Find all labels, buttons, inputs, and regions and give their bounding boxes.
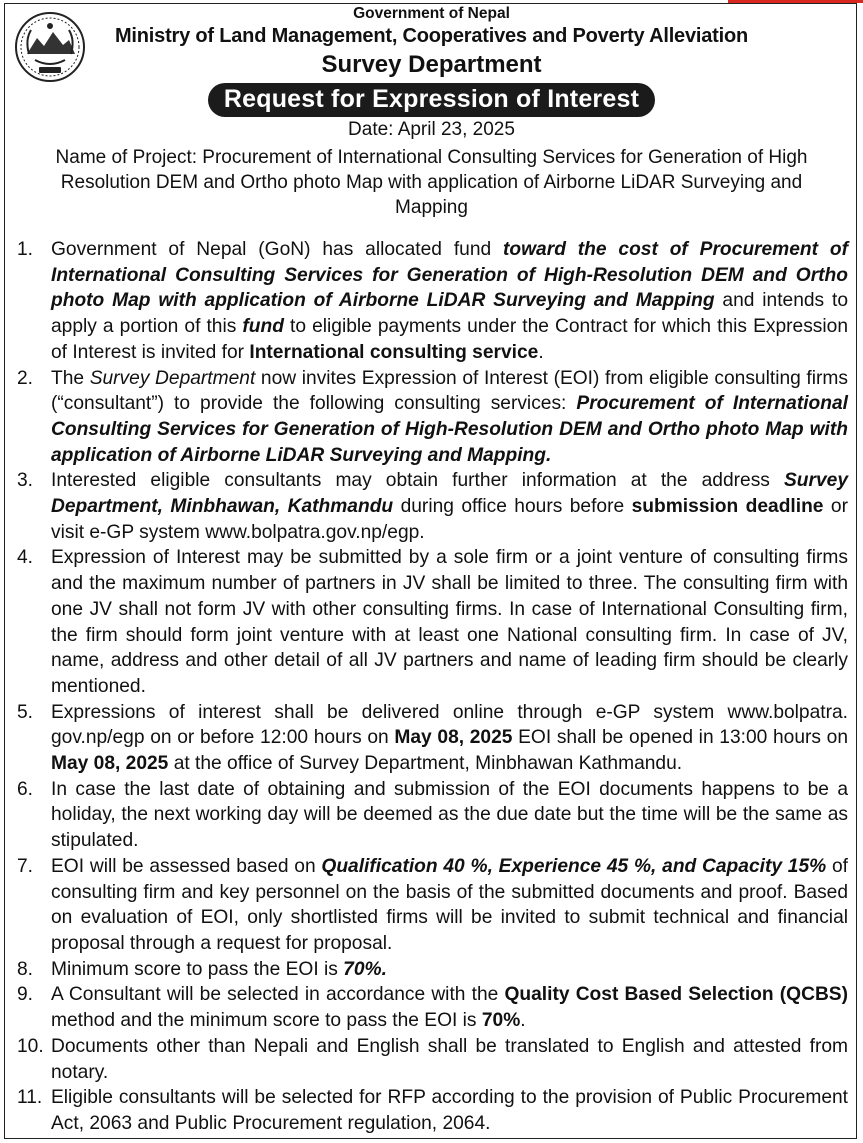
clause-number: 9. [17, 984, 34, 1006]
project-name: Name of Project: Procurement of International Consulting Services for Generation of High Resolution DEM and Ortho photo Map with application of Airborne LiDAR Surveying and Mapping [55, 147, 808, 218]
clause-text: during office hours before [393, 496, 632, 518]
clause-text: 70% [481, 1010, 521, 1032]
notice-date: Date: April 23, 2025 [348, 119, 515, 140]
clause-text: EOI shall be opened in 13:00 hours on [512, 727, 848, 749]
eoi-clause [17, 1085, 848, 1136]
clause-text: Qualification 40 %, Experience 45 %, and Capacity 15% [321, 855, 827, 877]
clause-text: Quality Cost Based Selection (QCBS) [504, 984, 848, 1006]
clause-text: Expression of Interest may be submitted by a sole firm or a joint venture of consulting firms and the maximum number of partners in JV shall be limited to three. The consulting firm with one JV shall not form JV with other consulting firms. In case of International Consulting firm, the firm should form joint venture with at least one National consulting firm. In case of JV, name, address and other detail of all JV partners and name of leading firm should be clearly mentioned. [51, 547, 848, 697]
clause-text: May 08, 2025 [394, 727, 513, 749]
clause-number: 5. [17, 701, 34, 723]
clause-text: fund [242, 316, 284, 338]
clause-text: Documents other than Nepali and English shall be translated to English and attested from notary. [51, 1035, 848, 1083]
eoi-clause [17, 1034, 848, 1085]
clause-number: 4. [17, 547, 34, 569]
clause-text: . [520, 1010, 526, 1032]
ministry-title: Ministry of Land Management, Cooperatives and Poverty Alleviation [114, 25, 749, 47]
clause-text: and intends to apply a portion of this [51, 290, 848, 338]
notice-header [0, 4, 863, 220]
eoi-clause [17, 366, 848, 469]
top-accent-bar [728, 0, 863, 3]
clause-text: of consulting firm and key personnel on the basis of the submitted documents and proof. Based on evaluation of EOI, only shortlisted firms will be invited to submit technical and financial proposal through a request for proposal. [51, 855, 848, 954]
clause-text: May 08, 2025 [51, 753, 169, 775]
clause-text: to eligible payments under the Contract for which this Expression of Interest is invited for [51, 316, 848, 363]
clause-text: Government of Nepal (GoN) has allocated fund [51, 239, 504, 260]
clause-text: 70%. [343, 958, 387, 980]
government-title: Government of Nepal [353, 5, 510, 22]
clause-number: 8. [17, 958, 34, 980]
clause-number: 11. [17, 1087, 43, 1109]
clause-text: submission deadline [631, 496, 824, 518]
clause-text: or visit e-GP system www.bolpatra.gov.np/egp. [51, 496, 848, 543]
eoi-clause [17, 700, 848, 777]
clause-text: . [538, 341, 544, 363]
clause-text: A Consultant will be selected in accordance with the [51, 984, 505, 1006]
clause-text: Procurement of International Consulting Services for Generation of High-Resolution DEM and Ortho photo Map with application of Airborne LiDAR Surveying and Mapping. [51, 393, 848, 466]
clause-text: Survey Department [89, 367, 256, 389]
eoi-clause [17, 982, 848, 1033]
clause-number: 6. [17, 778, 34, 800]
clause-text: at the office of Survey Department, Minbhawan Kathmandu. [168, 753, 683, 775]
eoi-clause [17, 545, 848, 699]
clause-text: International consulting service [249, 341, 539, 363]
clause-number: 10. [17, 1035, 44, 1057]
clause-text: In case the last date of obtaining and submission of the EOI documents happens to be a holiday, the next working day will be deemed as the due date but the time will be the same as stipulated. [51, 778, 848, 852]
clause-text: now invites Expression of Interest (EOI) from eligible consulting firms (“consultant”) to provide the following consulting services: [51, 367, 848, 415]
eoi-clause [17, 237, 848, 366]
clause-text: method and the minimum score to pass the EOI is [51, 1010, 482, 1032]
clause-text: Minimum score to pass the EOI is [51, 958, 344, 980]
clause-number: 2. [17, 367, 34, 389]
clause-text: Expressions of interest shall be delivered online through e-GP system www.bolpatra. gov.np/egp on or before 12:00 hours on [51, 701, 848, 749]
clause-text: Interested eligible consultants may obtain further information at the address [51, 470, 784, 492]
eoi-clause [17, 957, 848, 983]
clause-text: Eligible consultants will be selected for RFP according to the provision of Public Procurement Act, 2063 and Public Procurement regulation, 2064. [51, 1087, 848, 1134]
eoi-clause [17, 468, 848, 545]
department-title: Survey Department [321, 51, 542, 78]
clause-number: 7. [17, 855, 34, 877]
clause-text: EOI will be assessed based on [51, 855, 322, 877]
clause-text: The [51, 367, 90, 389]
eoi-terms-list [17, 237, 848, 1137]
clause-number: 1. [17, 239, 34, 260]
eoi-banner: Request for Expression of Interest [208, 83, 655, 117]
clause-text: toward the cost of Procurement of International Consulting Services for Generation of High-Resolution DEM and Ortho photo Map with application of Airborne LiDAR Surveying and Mapping [51, 239, 848, 312]
clause-number: 3. [17, 470, 34, 492]
eoi-clause [17, 854, 848, 957]
eoi-clause [17, 777, 848, 854]
clause-text: Survey Department, Minbhawan, Kathmandu [51, 470, 848, 518]
